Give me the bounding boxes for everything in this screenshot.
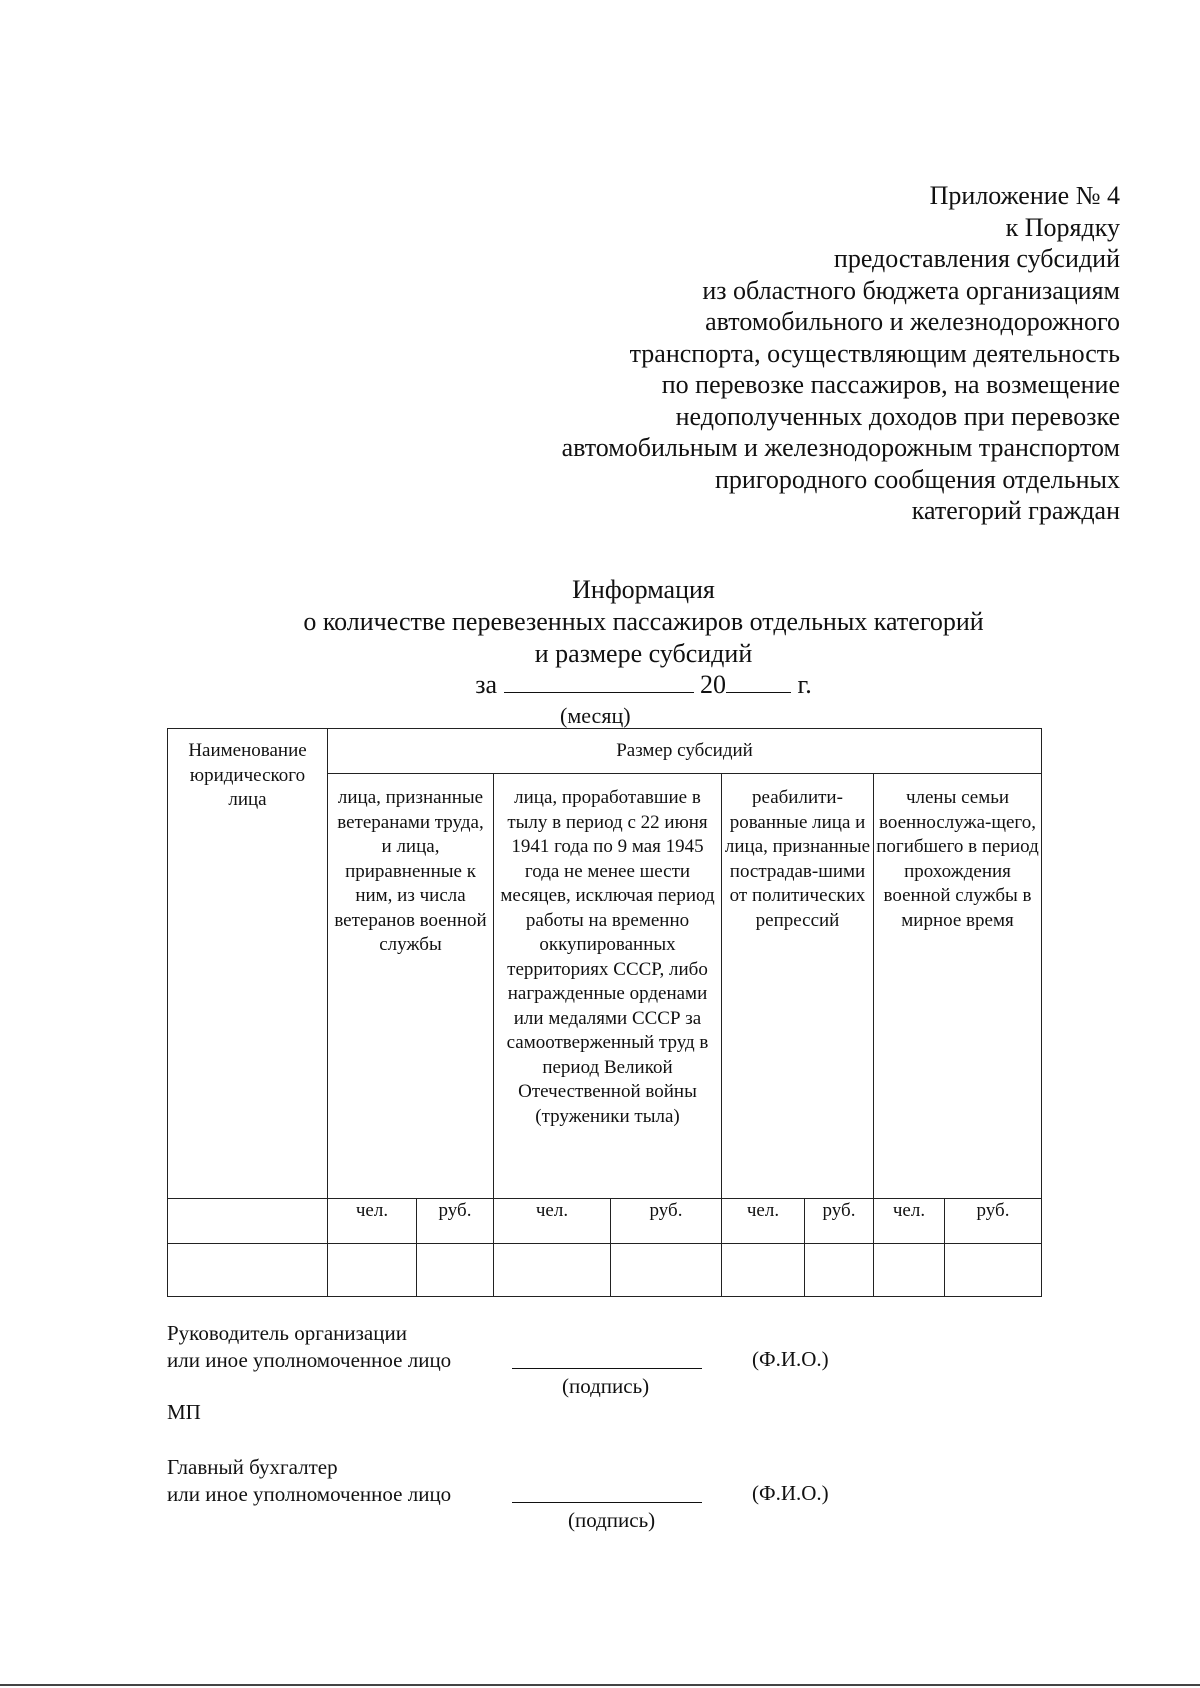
table-cell[interactable] (494, 1244, 611, 1297)
subsidy-table (167, 728, 1042, 1297)
table-cell[interactable] (328, 1244, 417, 1297)
period-suffix: г. (797, 670, 812, 699)
appendix-line: Приложение № 4 (929, 181, 1120, 210)
head-signature-note: (подпись) (562, 1374, 650, 1398)
category-header-servicemen-families: члены семьи военнослужа-щего, погибшего в период прохождения военной службы в мирное время (874, 774, 1042, 1199)
appendix-line: категорий граждан (911, 496, 1120, 525)
group-header: Размер субсидий (328, 729, 1042, 774)
unit-people: чел. (494, 1199, 611, 1244)
unit-people: чел. (874, 1199, 945, 1244)
accountant-label-line2: или иное уполномоченное лицо (167, 1482, 452, 1506)
category-header-rehabilitated: реабилити-рованные лица и лица, признанные пострадав-шими от политических репрессий (722, 774, 874, 1199)
category-header-veterans: лица, признанные ветеранами труда, и лица, приравненные к ним, из числа ветеранов военной службы (328, 774, 494, 1199)
year-prefix: 20 (700, 670, 727, 699)
name-header-continuation (168, 1199, 328, 1244)
appendix-line: недополученных доходов при перевозке (675, 401, 1120, 431)
document-heading (0, 574, 1200, 670)
table-cell[interactable] (805, 1244, 874, 1297)
appendix-line: предоставления субсидий (833, 244, 1120, 273)
name-header: Наименование юридического лица (168, 729, 328, 1199)
table-cell[interactable] (945, 1244, 1042, 1297)
year-blank[interactable] (726, 692, 791, 693)
page-bottom-rule (0, 1684, 1200, 1686)
month-blank[interactable] (504, 692, 694, 693)
appendix-line: пригородного сообщения отдельных (714, 464, 1120, 494)
appendix-header (400, 180, 1120, 527)
appendix-line: автомобильным и железнодорожным транспортом (561, 433, 1120, 462)
head-fio: (Ф.И.О.) (752, 1347, 829, 1371)
period-line (0, 670, 1200, 700)
stamp-label: МП (167, 1400, 201, 1424)
unit-people: чел. (328, 1199, 417, 1244)
accountant-label (167, 1454, 451, 1508)
table-cell[interactable] (874, 1244, 945, 1297)
appendix-line: автомобильного и железнодорожного (705, 307, 1120, 336)
appendix-line: по перевозке пассажиров, на возмещение (661, 370, 1120, 399)
head-label (167, 1320, 451, 1374)
table-cell[interactable] (417, 1244, 494, 1297)
heading-line: о количестве перевезенных пассажиров отдельных категорий (303, 607, 984, 636)
appendix-line: к Порядку (1005, 212, 1120, 242)
unit-rub: руб. (611, 1199, 722, 1244)
heading-title: Информация (572, 575, 715, 604)
table-cell[interactable] (722, 1244, 805, 1297)
head-label-line1: Руководитель организации (167, 1321, 407, 1345)
head-label-line2: или иное уполномоченное лицо (167, 1348, 452, 1372)
period-prefix: за (475, 670, 498, 699)
table-cell[interactable] (168, 1244, 328, 1297)
accountant-signature-line[interactable] (512, 1502, 702, 1503)
table-cell[interactable] (611, 1244, 722, 1297)
accountant-signature-note: (подпись) (568, 1508, 656, 1532)
accountant-label-line1: Главный бухгалтер (167, 1455, 338, 1479)
unit-people: чел. (722, 1199, 805, 1244)
unit-rub: руб. (945, 1199, 1042, 1244)
heading-line: и размере субсидий (534, 639, 753, 668)
category-header-home-front: лица, проработавшие в тылу в период с 22 июня 1941 года по 9 мая 1945 года не менее шести месяцев, исключая период работы на временно оккупированных территориях СССР, либо награжденные орденами или медалями СССР за самоотверженный труд в период Великой Отечественной войны (труженики тыла) (494, 774, 722, 1199)
unit-rub: руб. (805, 1199, 874, 1244)
unit-rub: руб. (417, 1199, 494, 1244)
appendix-line: из областного бюджета организациям (702, 275, 1120, 305)
month-note: (месяц) (560, 703, 631, 728)
accountant-fio: (Ф.И.О.) (752, 1481, 829, 1505)
head-signature-line[interactable] (512, 1368, 702, 1369)
appendix-line: транспорта, осуществляющим деятельность (629, 338, 1120, 368)
